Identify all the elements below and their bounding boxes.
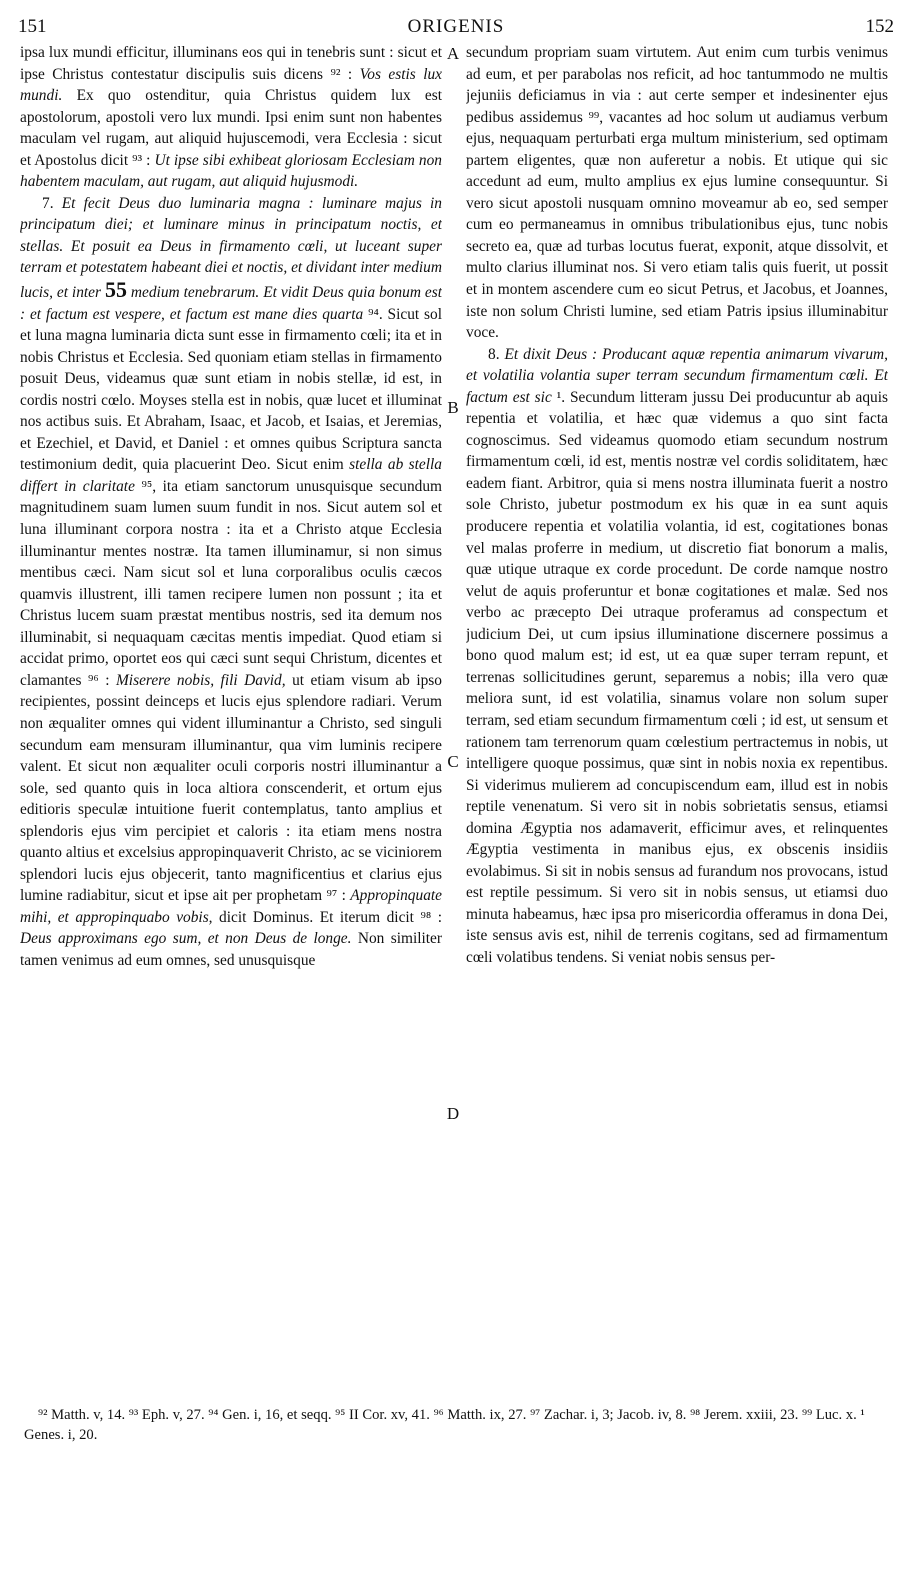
quote-run: stella ab stella differt in claritate bbox=[20, 456, 442, 495]
quote-run: Deus approximans ego sum, et non Deus de longe. bbox=[20, 930, 352, 948]
margin-letter-c: C bbox=[447, 752, 459, 771]
section-number: 7. bbox=[42, 194, 62, 212]
column-number: 55 bbox=[104, 277, 127, 303]
quote-run: Vos estis lux mundi. bbox=[20, 65, 442, 105]
footnote-line: ⁹² Matth. v, 14. ⁹³ Eph. v, 27. ⁹⁴ Gen. i, 16, et seqq. ⁹⁵ II Cor. xv, 41. ⁹⁶ Matth. ix, 27. ⁹⁷ Zachar. i, 3; Jacob. iv, 8. ⁹⁸ Jerem. xxiii, 23. ⁹⁹ Luc. x. ¹ Genes. i, 20. bbox=[24, 1407, 865, 1443]
text-run: ¹. Secundum litteram jussu Dei producuntur ab aquis repentia et volatilia, et hæc quæ videmus a quo sint facta cognoscimus. Sed videamus quomodo etiam secundum nostrum firmamentum cœli, id est, mentis nostræ vel cordis soliditatem, hæc eadem fiant. Arbitror, quia si mens nostra illuminata fuerit a nostro sole Christo, jubetur postmodum ex his quæ in ea sunt aquis producere repentia et volatilia volantia, id est, cogitationes bonas vel malas proferre in medium, ut discretio fiat bonorum a malis, quæ utique utraque ex corde procedunt. De corde namque nostro velut de aquis proferuntur et bonæ cogitationes et malæ. Sed nos verbo ac præcepto Dei utraque proferamus ad conspectum et judicium Dei, ut cum ipsius illuminatione discernere possimus a bono quod malum est; id est, ut ea quæ super terram repunt, et terrenas sollicitudines gerunt, separemus a nobis; illa vero quæ meliora sunt, id est volatilia, sinamus volare non solum super terram, sed etiam secundum firmamentum cœli ; id est, ut sensum et rationem tam terrenorum quam cœlestium pertractemus in nobis, ut intelligere quoque possimus, quæ sint in nobis noxia ex repentibus. Si viderimus mulierem ad concupiscendum eam, illud est in nobis reptile venenatum. Si vero sit in nobis sobrietatis sensus, etiamsi domina Ægyptia nos adamaverit, efficimur aves, et relinquentes Ægyptia vestimenta in manibus ejus, ex obscenis insidiis evolabimus. Si sit in nobis sensus ad furandum nos provocans, istud est reptile pessimum. Si vero sit in nobis sensus, ut etiamsi duo minuta habeamus, hæc ipsa pro misericordia offeramus in dona Dei, iste sensus avis est, nihil de terrenis cogitans, sed ad firmamentum cœli volatibus tendens. Si veniat nobis sensus per- bbox=[466, 388, 888, 966]
footnotes bbox=[24, 1405, 882, 1445]
text-run: Ex quo ostenditur, quia Christus quidem lux est apostolorum, apostoli vero lux mundi. Ipsi enim sunt non habentes maculam vel rugam, aut aliquid hujuscemodi, vera Ecclesia : sicut et Apostolus dicit ⁹³ : bbox=[20, 87, 442, 169]
scripture-run: Et dixit Deus : Producant aquæ repentia animarum vivarum, et volatilia volantia super terram secundum firmamentum cœli. Et factum est sic bbox=[466, 345, 888, 406]
margin-letter-b: B bbox=[447, 398, 459, 417]
left-column bbox=[20, 42, 442, 1394]
text-run: ut etiam visum ab ipso recipientes, possint deinceps et lucis ejus splendore radiari. Verum non æqualiter omnes qui vident illuminantur a Christo, sed singuli secundum eam mensuram illuminantur, qua vim luminis recipere valent. Et sicut non æqualiter oculi corporis nostri illuminantur a sole, sed quanto quis in loca altiora conscenderit, et ortum ejus editioris speculæ intuitione fuerit contemplatus, tanto amplius et splendoris ejus vim percipiet et caloris : ita etiam mens nostra quanto altius et excelsius appropinquaverit Christo, ac se viciniorem splendori lucis ejus objecerit, tanto magnificentius et clarius ejus lumine radiabitur, sicut et ipse ait per prophetam ⁹⁷ : bbox=[20, 671, 442, 905]
right-paragraph-8 bbox=[466, 344, 888, 969]
left-paragraph-1 bbox=[20, 42, 442, 193]
right-column bbox=[466, 42, 888, 1394]
scripture-run: Et fecit Deus duo luminaria magna : luminare majus in principatum diei; et luminare minus in principatum noctis, et stellas. Et posuit ea Deus in firmamento cœli, ut luceant super terram et potestatem habeant diei et noctis, et dividant inter medium lucis, et inter bbox=[20, 194, 442, 302]
text-run: ⁹⁵, ita etiam sanctorum unusquisque secundum magnitudinem suam lumen suum fundit in nos. Sicut autem sol et luna illuminant corpora nostra : ita et a Christo atque Ecclesia illuminantur mentes nostræ. Ita tamen illuminamur, si non simus mentibus cæci. Nam sicut sol et luna corporalibus oculis cæcos quamvis illustrent, illi tamen recipere lumen non possunt ; ita et Christus lucem suam præstat mentibus nostris, sed ita demum nos illuminabit, si nequaquam cæcitas mentis impediat. Quod etiam si accidat primo, oportet eos qui cæci sunt sequi Christum, dicentes et clamantes ⁹⁶ : bbox=[20, 477, 442, 689]
left-page-number: 151 bbox=[18, 16, 47, 37]
section-number: 8. bbox=[488, 345, 505, 363]
text-run: ipsa lux mundi efficitur, illuminans eos qui in tenebris sunt : sicut et ipse Christus contestatur discipulis suis dicens ⁹² : bbox=[20, 44, 442, 83]
quote-run: Ut ipse sibi exhibeat gloriosam Ecclesiam non habentem maculam, aut rugam, aut aliquid hujusmodi. bbox=[20, 151, 442, 191]
text-run: Non similiter tamen venimus ad eum omnes, sed unusquisque bbox=[20, 930, 442, 969]
left-paragraph-7 bbox=[20, 193, 442, 972]
quote-run: Appropinquate mihi, et appropinquabo vobis, bbox=[20, 887, 442, 926]
quote-run: Miserere nobis, fili David, bbox=[115, 671, 286, 689]
running-title: ORIGENIS bbox=[407, 16, 505, 37]
text-run: dicit Dominus. Et iterum dicit ⁹⁸ : bbox=[212, 908, 442, 926]
right-page-number: 152 bbox=[865, 16, 894, 37]
page-header bbox=[18, 14, 894, 40]
text-run: ⁹⁴. Sicut sol et luna magna luminaria dicta sunt esse in firmamento cœli; ita et in nobis Christus et Ecclesia. Sed quoniam etiam stellas in firmamento posuit Deus, videamus quæ sunt etiam in nobis stellæ, id est, in cordis nostri cœlo. Moyses stella est in nobis, quæ lucet et illuminat nos actibus suis. Et Abraham, Isaac, et Jacob, et Isaias, et Jeremias, et Ezechiel, et David, et Daniel : et omnes quibus Scriptura sancta testimonium dedit, quia placuerint Deo. Sicut enim bbox=[20, 305, 442, 474]
margin-letter-d: D bbox=[446, 1104, 460, 1123]
right-paragraph-1: secundum propriam suam virtutem. Aut enim cum turbis venimus ad eum, et per parabolas nos reficit, ad hoc tantummodo ne multis jejuniis deficiamus in via : aut certe semper et indesinenter ejus pedibus assidemus ⁹⁹, vacantes ad hoc solum ut audiamus verbum ejus, nequaquam perturbati erga multum ministerium, sed optimam partem eligentes, quæ non auferetur a nobis. Et utique qui sic accedunt ad eum, multo amplius ex ejus lumine consequuntur. Si vero sicut apostoli nusquam omnino moveamur ab eo, sed semper cum eo permaneamus in omnibus tribulationibus ejus, tunc nobis secreto ea, quæ ad turbas locutus fuerat, exponit, atque dissolvit, et multo clarius illuminat nos. Si vero etiam talis quis fuerit, ut possit et in montem ascendere cum eo sicut Petrus, et Jacobus, et Joannes, iste non solum Christi lumine, sed etiam Patris ipsius illuminabitur voce. bbox=[466, 44, 888, 342]
margin-letter-a: A bbox=[446, 44, 460, 63]
scripture-run: medium tenebrarum. Et vidit Deus quia bonum est : et factum est vespere, et factum est mane dies quarta bbox=[20, 284, 442, 323]
